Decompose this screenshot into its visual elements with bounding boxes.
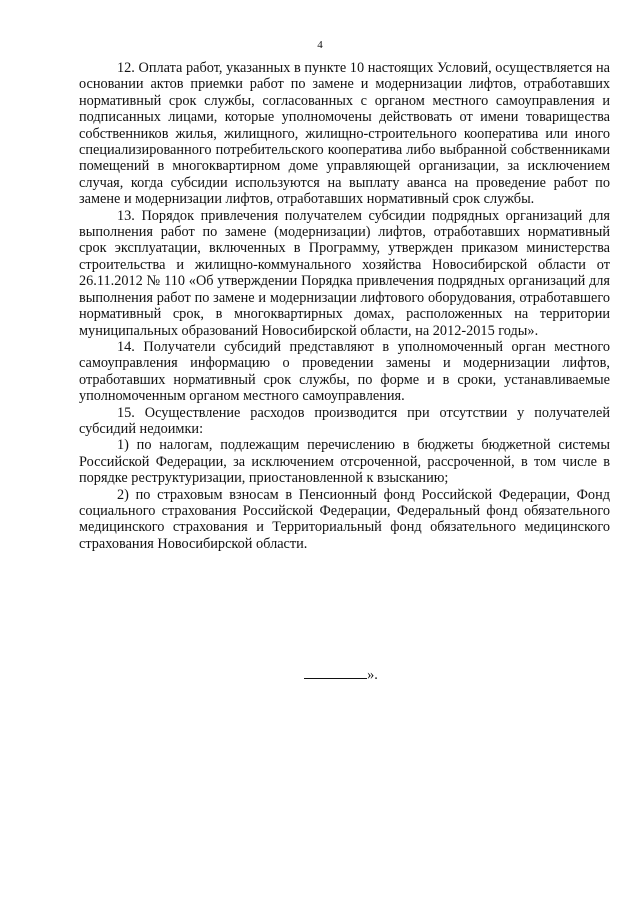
document-body	[79, 60, 610, 552]
page-number: 4	[317, 39, 323, 51]
paragraph-15-item-1: 1) по налогам, подлежащим перечислению в бюджеты бюджетной системы Российской Федерации, за исключением отсроченной, рассроченной, в том числе в порядке реструктуризации, приостановленной к взысканию;	[79, 437, 610, 487]
paragraph-12: 12. Оплата работ, указанных в пункте 10 настоящих Условий, осуществляется на основании актов приемки работ по замене и модернизации лифтов, отработавших нормативный срок службы, согласованных с органом местного самоуправления и подписанных лицами, которые уполномочены действовать от имени товарищества собственников жилья, жилищного, жилищно-строительного кооператива или иного специализированного потребительского кооператива либо выбранной собственниками помещений в многоквартирном доме управляющей организации, за исключением случая, когда субсидии используются на выплату аванса на проведение работ по замене и модернизации лифтов, отработавших нормативный срок службы.	[79, 60, 610, 208]
paragraph-15: 15. Осуществление расходов производится при отсутствии у получателей субсидий недоимки:	[79, 404, 610, 437]
closing-mark	[0, 667, 640, 683]
paragraph-15-item-2: 2) по страховым взносам в Пенсионный фонд Российской Федерации, Фонд социального страхования Российской Федерации, Федеральный фонд обязательного медицинского страхования и Территориальный фонд обязательного медицинского страхования Новосибирской области.	[79, 486, 610, 552]
paragraph-13: 13. Порядок привлечения получателем субсидии подрядных организаций для выполнения работ по замене (модернизации) лифтов, отработавших нормативный срок эксплуатации, включенных в Программу, утвержден приказом министерства строительства и жилищно-коммунального хозяйства Новосибирской области от 26.11.2012 № 110 «Об утверждении Порядка привлечения подрядных организаций для выполнения работ по замене и модернизации лифтового оборудования, отработавшего нормативный срок, в многоквартирных домах, расположенных на территории муниципальных образований Новосибирской области, на 2012-2015 годы».	[79, 207, 610, 339]
signature-blank-line	[304, 667, 367, 679]
paragraph-14: 14. Получатели субсидий представляют в уполномоченный орган местного самоуправления информацию о проведении замены и модернизации лифтов, отработавших нормативный срок службы, по форме и в сроки, устанавливаемые уполномоченным органом местного самоуправления.	[79, 338, 610, 405]
closing-quote: ».	[367, 667, 378, 683]
